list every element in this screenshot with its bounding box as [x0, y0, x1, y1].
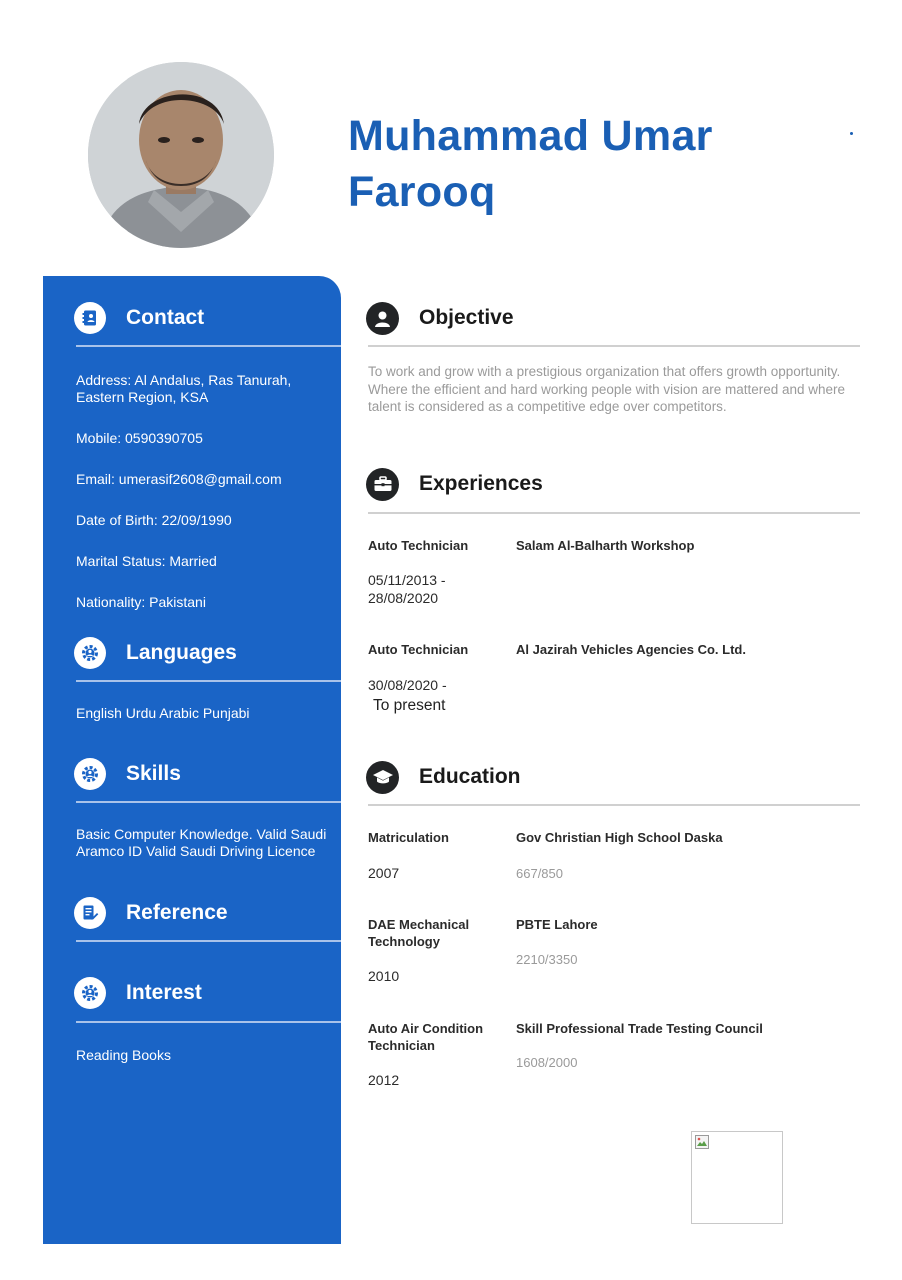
experience-role: Auto Technician: [368, 642, 469, 657]
interest-heading: [74, 977, 202, 1009]
education-degree: Matriculation: [368, 830, 449, 845]
contact-divider: [76, 345, 341, 347]
interest-text: Reading Books: [76, 1047, 171, 1063]
decorative-dot: [850, 132, 853, 135]
experience-dates-start: 30/08/2020 -: [368, 677, 447, 693]
skills-heading: [74, 758, 181, 790]
profile-photo: [88, 62, 274, 248]
contact-book-icon: [74, 302, 106, 334]
education-title: Education: [419, 765, 521, 788]
education-degree: Auto Air Condition Technician: [368, 1021, 484, 1053]
education-divider: [368, 804, 860, 806]
contact-dob: Date of Birth: 22/09/1990: [76, 512, 232, 528]
experiences-divider: [368, 512, 860, 514]
reference-heading: [74, 897, 228, 929]
objective-title: Objective: [419, 306, 514, 329]
name-line-2: Farooq: [348, 168, 496, 216]
education-year: 2012: [368, 1072, 400, 1088]
contact-heading: [74, 302, 204, 334]
skills-title: Skills: [126, 762, 181, 785]
gear-icon: [74, 758, 106, 790]
briefcase-icon: [366, 468, 399, 501]
contact-address: Address: Al Andalus, Ras Tanurah, Eastern Region, KSA: [76, 372, 292, 405]
graduation-cap-icon: [366, 761, 399, 794]
contact-nationality: Nationality: Pakistani: [76, 594, 206, 610]
education-marks: 667/850: [516, 866, 563, 881]
gear-icon: [74, 977, 106, 1009]
languages-heading: [74, 637, 237, 669]
languages-divider: [76, 680, 341, 682]
name-line-1: Muhammad Umar: [348, 112, 713, 160]
experience-dates-end: To present: [373, 697, 446, 714]
contact-marital-status: Marital Status: Married: [76, 553, 217, 569]
contact-title: Contact: [126, 306, 205, 329]
experience-company: Al Jazirah Vehicles Agencies Co. Ltd.: [516, 642, 746, 657]
education-institute: Skill Professional Trade Testing Council: [516, 1021, 763, 1036]
experiences-title: Experiences: [419, 472, 543, 495]
candidate-name: [348, 108, 808, 220]
contact-email: Email: umerasif2608@gmail.com: [76, 471, 282, 487]
languages-title: Languages: [126, 641, 237, 664]
education-degree: DAE Mechanical Technology: [368, 917, 470, 949]
experience-company: Salam Al-Balharth Workshop: [516, 538, 695, 553]
education-year: 2007: [368, 865, 400, 881]
document-edit-icon: [74, 897, 106, 929]
user-icon: [366, 302, 399, 335]
sidebar: [43, 276, 341, 1244]
objective-heading: [366, 301, 514, 335]
education-marks: 1608/2000: [516, 1055, 578, 1070]
experience-role: Auto Technician: [368, 538, 469, 553]
education-year: 2010: [368, 968, 400, 984]
education-heading: [366, 760, 521, 794]
languages-list: English Urdu Arabic Punjabi: [76, 705, 250, 721]
skills-text: Basic Computer Knowledge. Valid Saudi Aramco ID Valid Saudi Driving Licence: [76, 826, 327, 859]
education-marks: 2210/3350: [516, 952, 578, 967]
experience-dates-end: 28/08/2020: [368, 590, 439, 606]
interest-title: Interest: [126, 981, 202, 1004]
broken-image-icon: [695, 1135, 709, 1149]
experiences-heading: [366, 467, 543, 501]
skills-divider: [76, 801, 341, 803]
education-institute: PBTE Lahore: [516, 917, 598, 932]
reference-divider: [76, 940, 341, 942]
experience-dates-start: 05/11/2013 -: [368, 572, 446, 588]
gear-icon: [74, 637, 106, 669]
broken-image-placeholder: [691, 1131, 783, 1224]
objective-divider: [368, 345, 860, 347]
interest-divider: [76, 1021, 341, 1023]
objective-text: To work and grow with a prestigious organization that offers growth opportunity. Where the efficient and hard working people with vision are mattered and where talent is considered as a competitive edge over competitors.: [368, 364, 846, 414]
reference-title: Reference: [126, 901, 228, 924]
contact-mobile: Mobile: 0590390705: [76, 430, 203, 446]
education-institute: Gov Christian High School Daska: [516, 830, 723, 845]
